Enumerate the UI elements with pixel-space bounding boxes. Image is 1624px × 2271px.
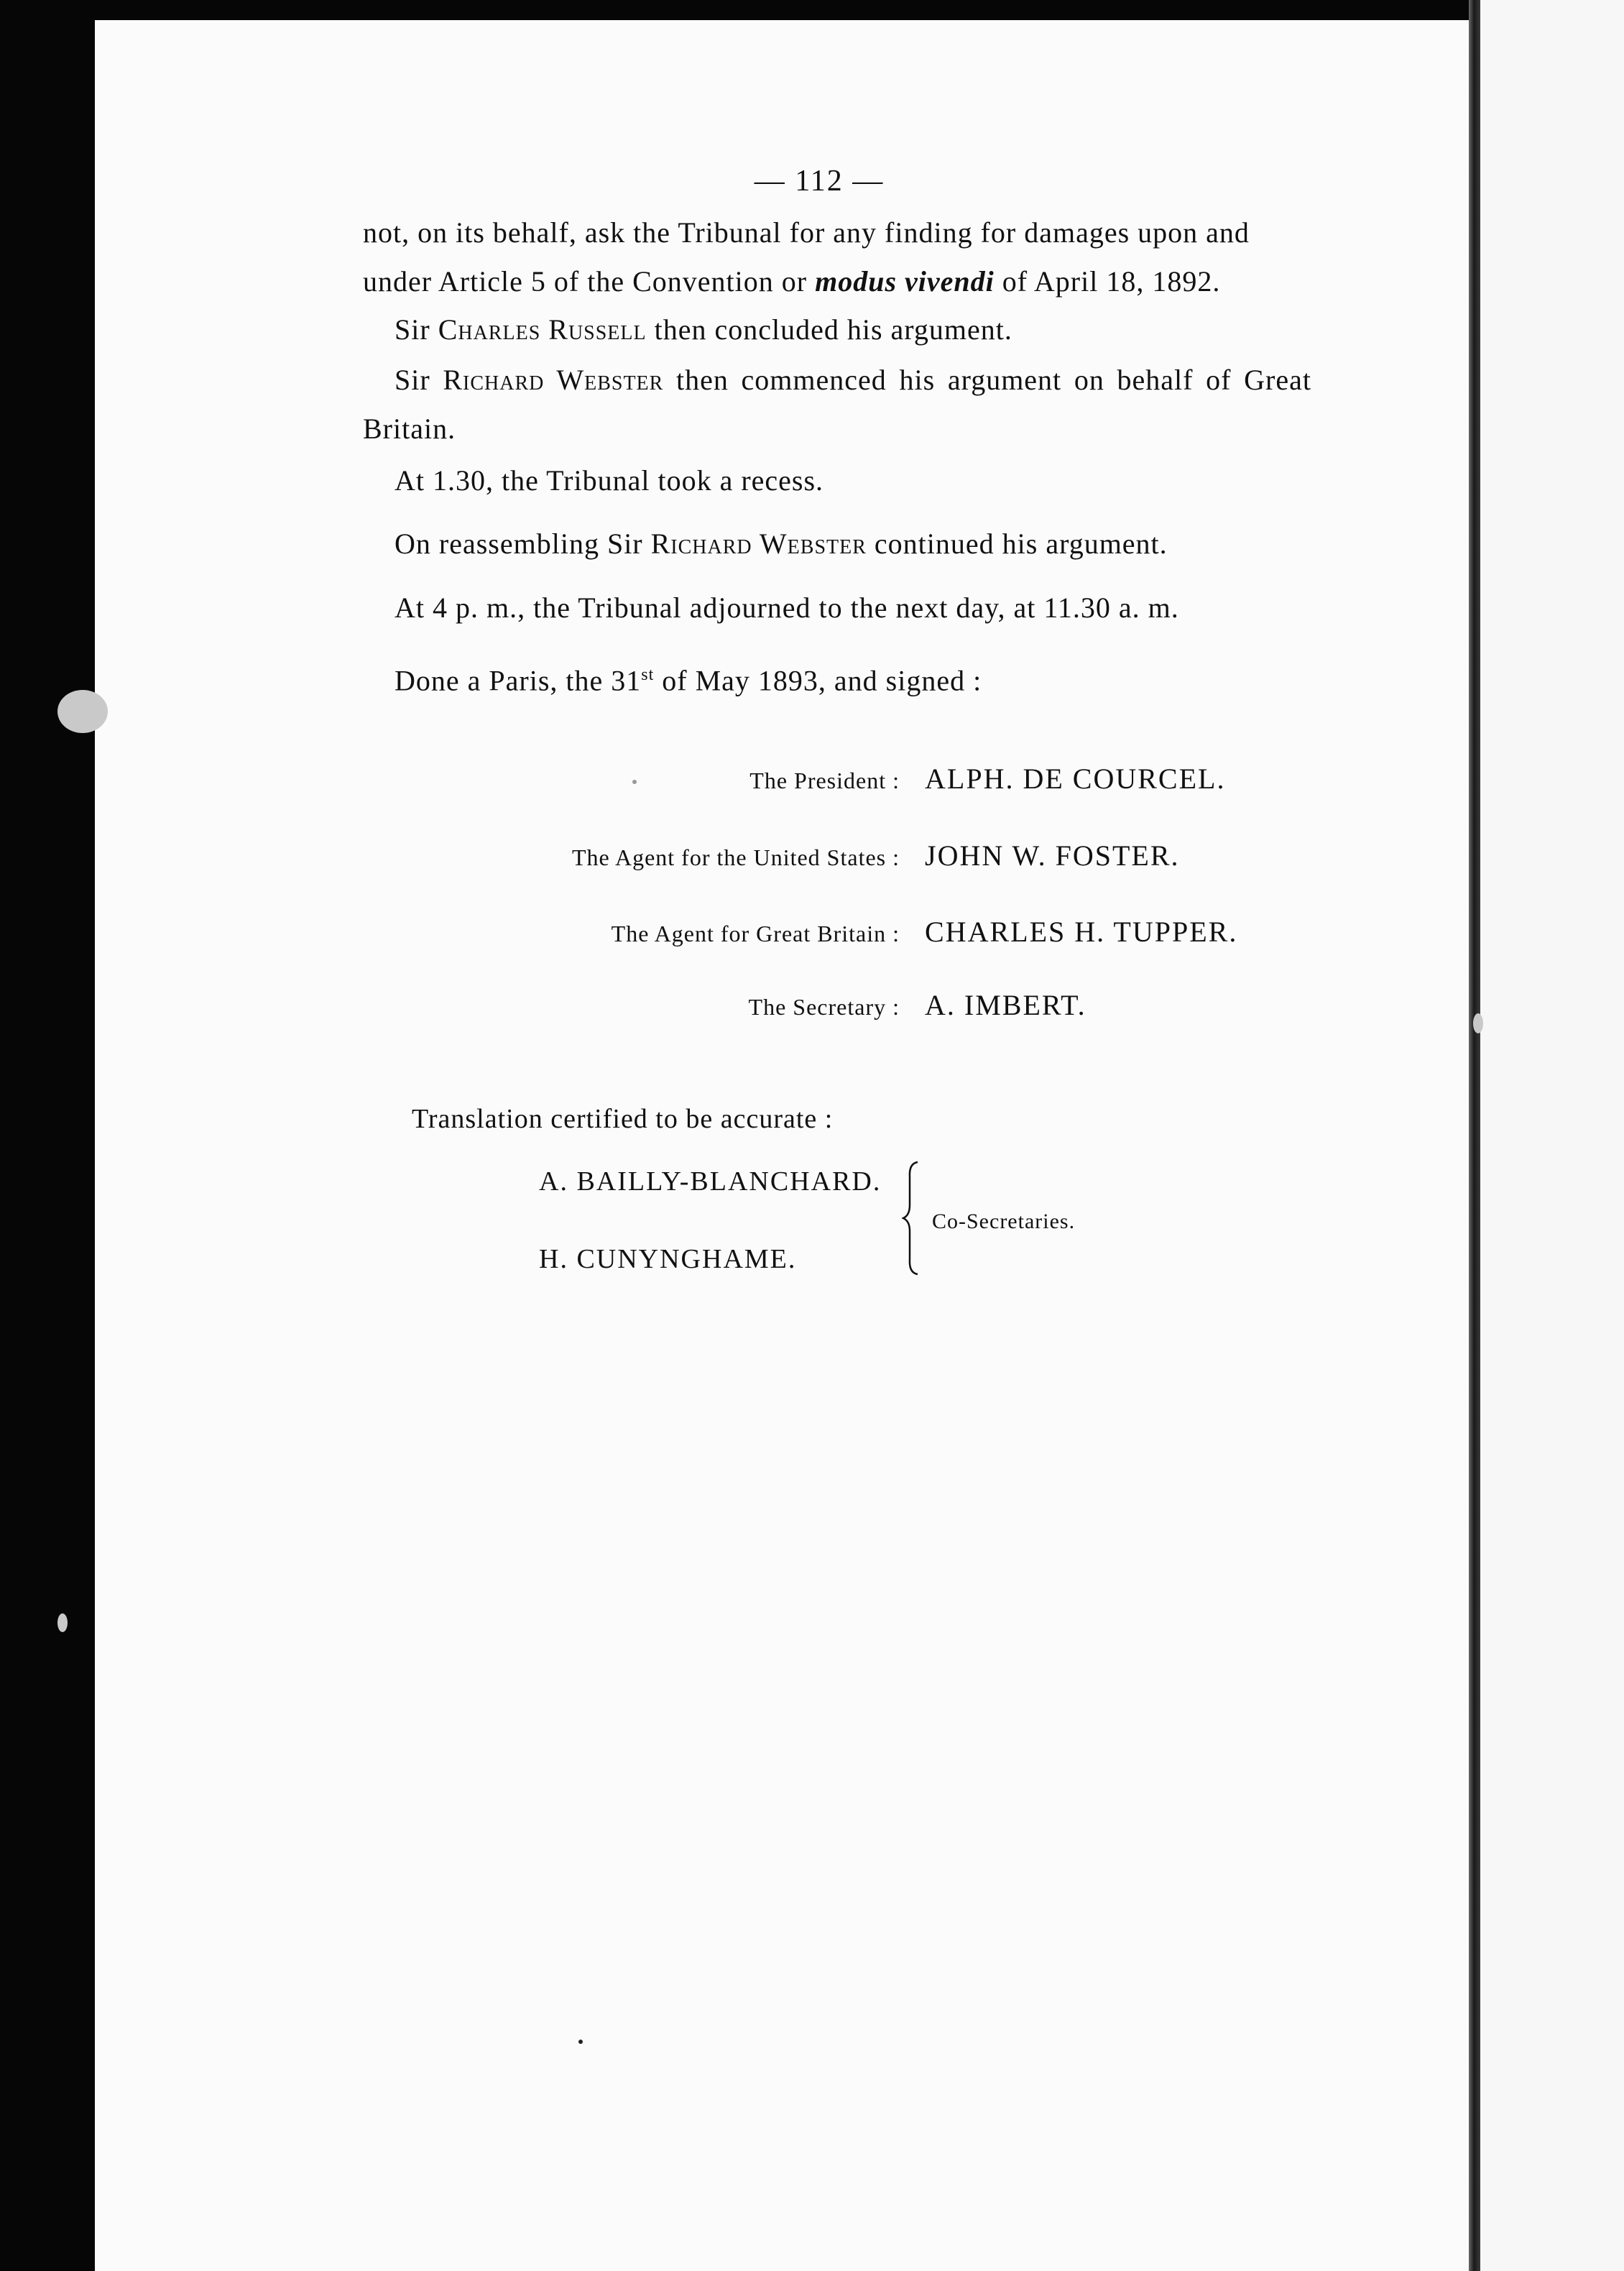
co-secretary-name: H. CUNYNGHAME. bbox=[539, 1244, 797, 1274]
signature-title: The Secretary : bbox=[748, 994, 900, 1020]
paragraph-text: under Article 5 of the Convention or bbox=[363, 265, 816, 298]
scan-artifact bbox=[57, 1613, 68, 1632]
scan-artifact bbox=[578, 2040, 583, 2044]
signature-name: A. IMBERT. bbox=[925, 989, 1086, 1021]
paragraph-recess: At 1.30, the Tribunal took a recess. bbox=[395, 464, 824, 497]
co-secretary-name: A. BAILLY-BLANCHARD. bbox=[539, 1166, 882, 1197]
person-name: Richard Webster bbox=[443, 364, 664, 396]
scan-artifact bbox=[57, 690, 108, 733]
scan-artifact bbox=[632, 780, 637, 784]
signature-row-secretary bbox=[0, 988, 1624, 1031]
person-name: Charles Russell bbox=[438, 313, 647, 346]
signature-row-us-agent bbox=[0, 839, 1624, 882]
signature-name: ALPH. DE COURCEL. bbox=[925, 763, 1226, 795]
paragraph-text: continued his argument. bbox=[866, 528, 1168, 560]
certification-label: Translation certified to be accurate : bbox=[412, 1104, 834, 1134]
signature-title: The President : bbox=[749, 768, 900, 793]
paragraph-text: Sir bbox=[395, 364, 443, 396]
signature-row-gb-agent bbox=[0, 915, 1624, 958]
paragraph-text: then concluded his argument. bbox=[646, 313, 1012, 346]
paragraph-text: Sir bbox=[395, 313, 438, 346]
paragraph-signed bbox=[363, 650, 1311, 705]
paragraph-continuation bbox=[363, 208, 1311, 306]
signature-title: The Agent for the United States : bbox=[571, 844, 900, 870]
curly-brace-icon bbox=[902, 1161, 923, 1276]
signature-title: The Agent for Great Britain : bbox=[611, 921, 900, 946]
paragraph-text: On reassembling Sir bbox=[395, 528, 651, 560]
page-number: — 112 — bbox=[754, 165, 885, 198]
italic-term: modus vivendi bbox=[815, 265, 995, 298]
paragraph-line: not, on its behalf, ask the Tribunal for any finding for damages upon and bbox=[363, 216, 1250, 249]
signature-row-president bbox=[0, 762, 1624, 805]
paragraph-webster-commenced bbox=[363, 356, 1311, 453]
signature-name: JOHN W. FOSTER. bbox=[925, 839, 1180, 872]
paragraph-text: then commenced his argument on behalf of Great Britain. bbox=[363, 364, 1311, 445]
paragraph-text: Done a Paris, the 31 bbox=[395, 664, 642, 697]
scan-artifact bbox=[1473, 1013, 1483, 1033]
ordinal-suffix: st bbox=[641, 665, 655, 684]
co-secretaries-label: Co-Secretaries. bbox=[932, 1210, 1076, 1233]
paragraph-webster-continued bbox=[363, 520, 1311, 568]
paragraph-text: of May 1893, and signed : bbox=[654, 664, 982, 697]
paragraph-text: of April 18, 1892. bbox=[994, 265, 1221, 298]
book-spine-shadow bbox=[1469, 0, 1480, 2271]
person-name: Richard Webster bbox=[650, 528, 867, 560]
paragraph-russell-concluded bbox=[363, 305, 1311, 354]
signature-name: CHARLES H. TUPPER. bbox=[925, 916, 1238, 948]
facing-page-edge bbox=[1480, 0, 1624, 2271]
paragraph-adjourned: At 4 p. m., the Tribunal adjourned to the next day, at 11.30 a. m. bbox=[395, 591, 1179, 624]
